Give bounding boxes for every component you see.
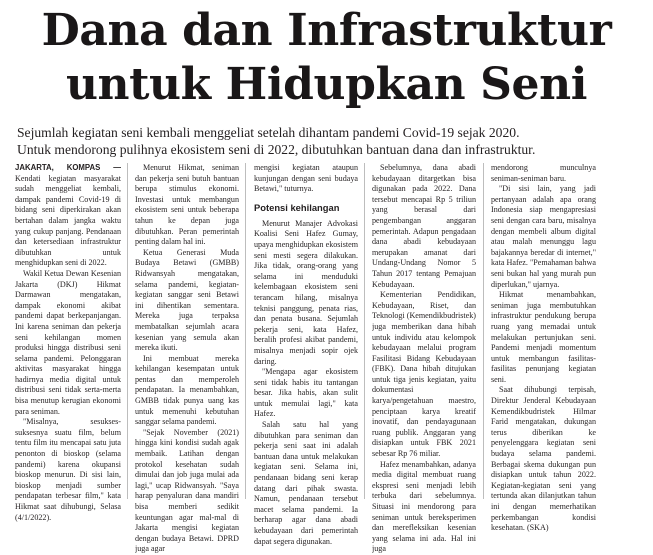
paragraph: mendorong munculnya seniman-seniman baru. <box>491 163 596 183</box>
article-column-2 <box>135 163 239 555</box>
paragraph: Ketua Generasi Muda Budaya Betawi (GMBB) Ridwansyah mengatakan, selama pandemi, kegiatan-kegiatan sanggar seni Betawi ini dihentikan sementara. Mereka juga terpaksa membatalkan sejumlah acara kesenian yang semula akan mereka ikuti. <box>135 247 239 353</box>
headline-line-1: Dana dan Infrastruktur <box>41 5 612 56</box>
paragraph: mengisi kegiatan ataupun kunjungan dengan seni budaya Betawi," tuturnya. <box>254 163 358 194</box>
paragraph: Hikmat menambahkan, seniman juga membutuhkan infrastruktur pendukung berupa ruang yang memadai untuk melakukan pertunjukan seni. Pandemi menjadi momentum untuk membangun fasilitas-fasilitas penunjang kegiatan seni. <box>491 290 596 384</box>
paragraph: "Di sisi lain, yang jadi pertanyaan adalah apa orang Indonesia siap mengapresiasi seni dengan cara baru, misalnya dengan membeli album digital atau malah menunggu lagu bajakannya beredar di internet," kata Hafez. "Pemahaman bahwa seni bukan hal yang murah pun diperlukan," ujarnya. <box>491 184 596 289</box>
paragraph: Wakil Ketua Dewan Kesenian Jakarta (DKJ) Hikmat Darmawan mengatakan, dampak ekonomi akibat pandemi dapat berkepanjangan. Ini karena seniman dan pekerja seni kehilangan momen produksi hingga distribusi seni selama pandemi. Pelonggaran aktivitas masyarakat hingga hadirnya media digital untuk distribusi seni tidak serta-merta bisa menutup kerugian ekonomi para seniman. <box>15 268 121 416</box>
column-divider <box>483 163 484 499</box>
paragraph: "Sejak November (2021) hingga kini kondisi sudah agak membaik. Latihan dengan protokol kesehatan sudah dimulai dan job juga mulai ada lagi," ucap Ridwansyah. "Saya harap penyaluran dana mandiri bisa memberi sedikit keuntungan agar mal-mal di Jakarta mengisi kegiatan dengan budaya Betawi. DPRD juga agar <box>135 427 239 554</box>
column-divider <box>127 163 128 499</box>
paragraph: Sebelumnya, dana abadi kebudayaan ditargetkan bisa digunakan pada 2022. Dana tersebut mencapai Rp 5 triliun yang berasal dari pengembangan anggaran pemerintah. Adapun pengadaan dana abadi kebudayaan merupakan amanat dari Undang-Undang Nomor 5 Tahun 2017 tentang Pemajuan Kebudayaan. <box>372 163 476 289</box>
paragraph: Menurut Hikmat, seniman dan pekerja seni butuh bantuan berupa stimulus ekonomi. Investasi untuk membangun ekosistem seni untuk beberapa tahun ke depan juga dibutuhkan. Peran pemerintah penting dalam hal ini. <box>135 163 239 247</box>
column-divider <box>364 163 365 499</box>
signoff: (SKA) <box>526 523 549 533</box>
paragraph: Salah satu hal yang dibutuhkan para seniman dan pekerja seni saat ini adalah bantuan dana untuk melakukan kegiatan seni. Selama ini, pendanaan bidang seni kerap datang dari pihak swasta. Namun, pendanaan tersebut macet selama pandemi. Ia berharap agar dana abadi kebudayaan dari pemerintah dapat segera digunakan. <box>254 420 358 546</box>
paragraph: Ini membuat mereka kehilangan kesempatan untuk pentas dan memperoleh pendapatan. Ia menambahkan, GMBB tidak punya uang kas untuk memenuhi kebutuhan sanggar selama pandemi. <box>135 353 239 427</box>
column-divider <box>245 163 246 499</box>
paragraph-text: Saat dihubungi terpisah, Direktur Jenderal Kebudayaan Kemendikbudristek Hilmar Farid mengatakan, dukungan terus diberikan ke penyelenggara kegiatan seni budaya selama pandemi. Berbagai skema dukungan pun disiapkan untuk tahun 2022. Kegiatan-kegiatan seni yang tertunda akan dilanjutkan tahun ini dengan memerhatikan perkembangan kondisi kesehatan. <box>491 385 596 533</box>
deck-line-2: Untuk mendorong pulihnya ekosistem seni di 2022, dibutuhkan bantuan dana dan infrastruktur. <box>17 142 536 157</box>
dateline: JAKARTA, KOMPAS — <box>15 163 121 172</box>
paragraph <box>491 385 596 533</box>
subheading: Potensi kehilangan <box>254 201 340 213</box>
article-column-5 <box>491 163 596 534</box>
paragraph: Kementerian Pendidikan, Kebudayaan, Riset, dan Teknologi (Kemendikbudristek) juga memberikan dana hibah untuk individu atau kelompok kebudayaan melalui program Fasilitasi Bidang Kebudayaan (FBK). Dana hibah ditujukan untuk tiga jenis kegiatan, yaitu dokumentasi karya/pengetahuan maestro, penciptaan karya kreatif inovatif, dan pendayagunaan ruang publik. Anggaran yang disiapkan untuk FBK 2021 sebesar Rp 76 miliar. <box>372 290 476 459</box>
headline-line-2: untuk Hidupkan Seni <box>65 59 588 110</box>
article-column-4 <box>372 163 476 555</box>
paragraph: Hafez menambahkan, adanya media digital membuat ruang ekspresi seni menjadi lebih terbuka dari sebelumnya. Situasi ini mendorong para seniman untuk bereksperimen dan merefleksikan kesenian yang selama ini ada. Hal ini juga <box>372 459 476 554</box>
paragraph: Menurut Manajer Advokasi Koalisi Seni Hafez Gumay, upaya menghidupkan ekosistem seni mesti segera dilakukan. Jika tidak, orang-orang yang selama ini menduduki kelembagaan ekosistem seni terancam hilang, misalnya teknisi panggung, penata rias, dan penata busana. Sejumlah pekerja seni, kata Hafez, beralih profesi akibat pandemi, misalnya menjadi sopir ojek daring. <box>254 218 358 366</box>
article-column-3 <box>254 163 358 547</box>
deck-line-1: Sejumlah kegiatan seni kembali menggeliat setelah dihantam pandemi Covid-19 sejak 2020. <box>17 125 520 140</box>
paragraph-text: Kendati kegiatan masyarakat sudah menggeliat kembali, dampak pandemi Covid-19 di bidang seni diperkirakan akan bertahan dalam jangka waktu yang cukup panjang. Pendanaan dan ketersediaan infrastruktur dibutuhkan untuk menghidupkan seni di 2022. <box>15 173 121 268</box>
paragraph: "Mengapa agar ekosistem seni tidak habis itu tantangan besar. Jika habis, akan sulit untuk memulai lagi," kata Hafez. <box>254 367 358 419</box>
paragraph: "Misalnya, sesukses-suksesnya suatu film, belum tentu film itu mencapai satu juta penonton di bioskop (selama pandemi) karena okupansi bioskop menurun. Di sisi lain, bioskop menjadi sumber pendapatan terbesar film," kata Hikmat saat dihubungi, Selasa (4/1/2022). <box>15 417 121 522</box>
paragraph <box>15 163 121 269</box>
article-column-1 <box>15 163 121 523</box>
